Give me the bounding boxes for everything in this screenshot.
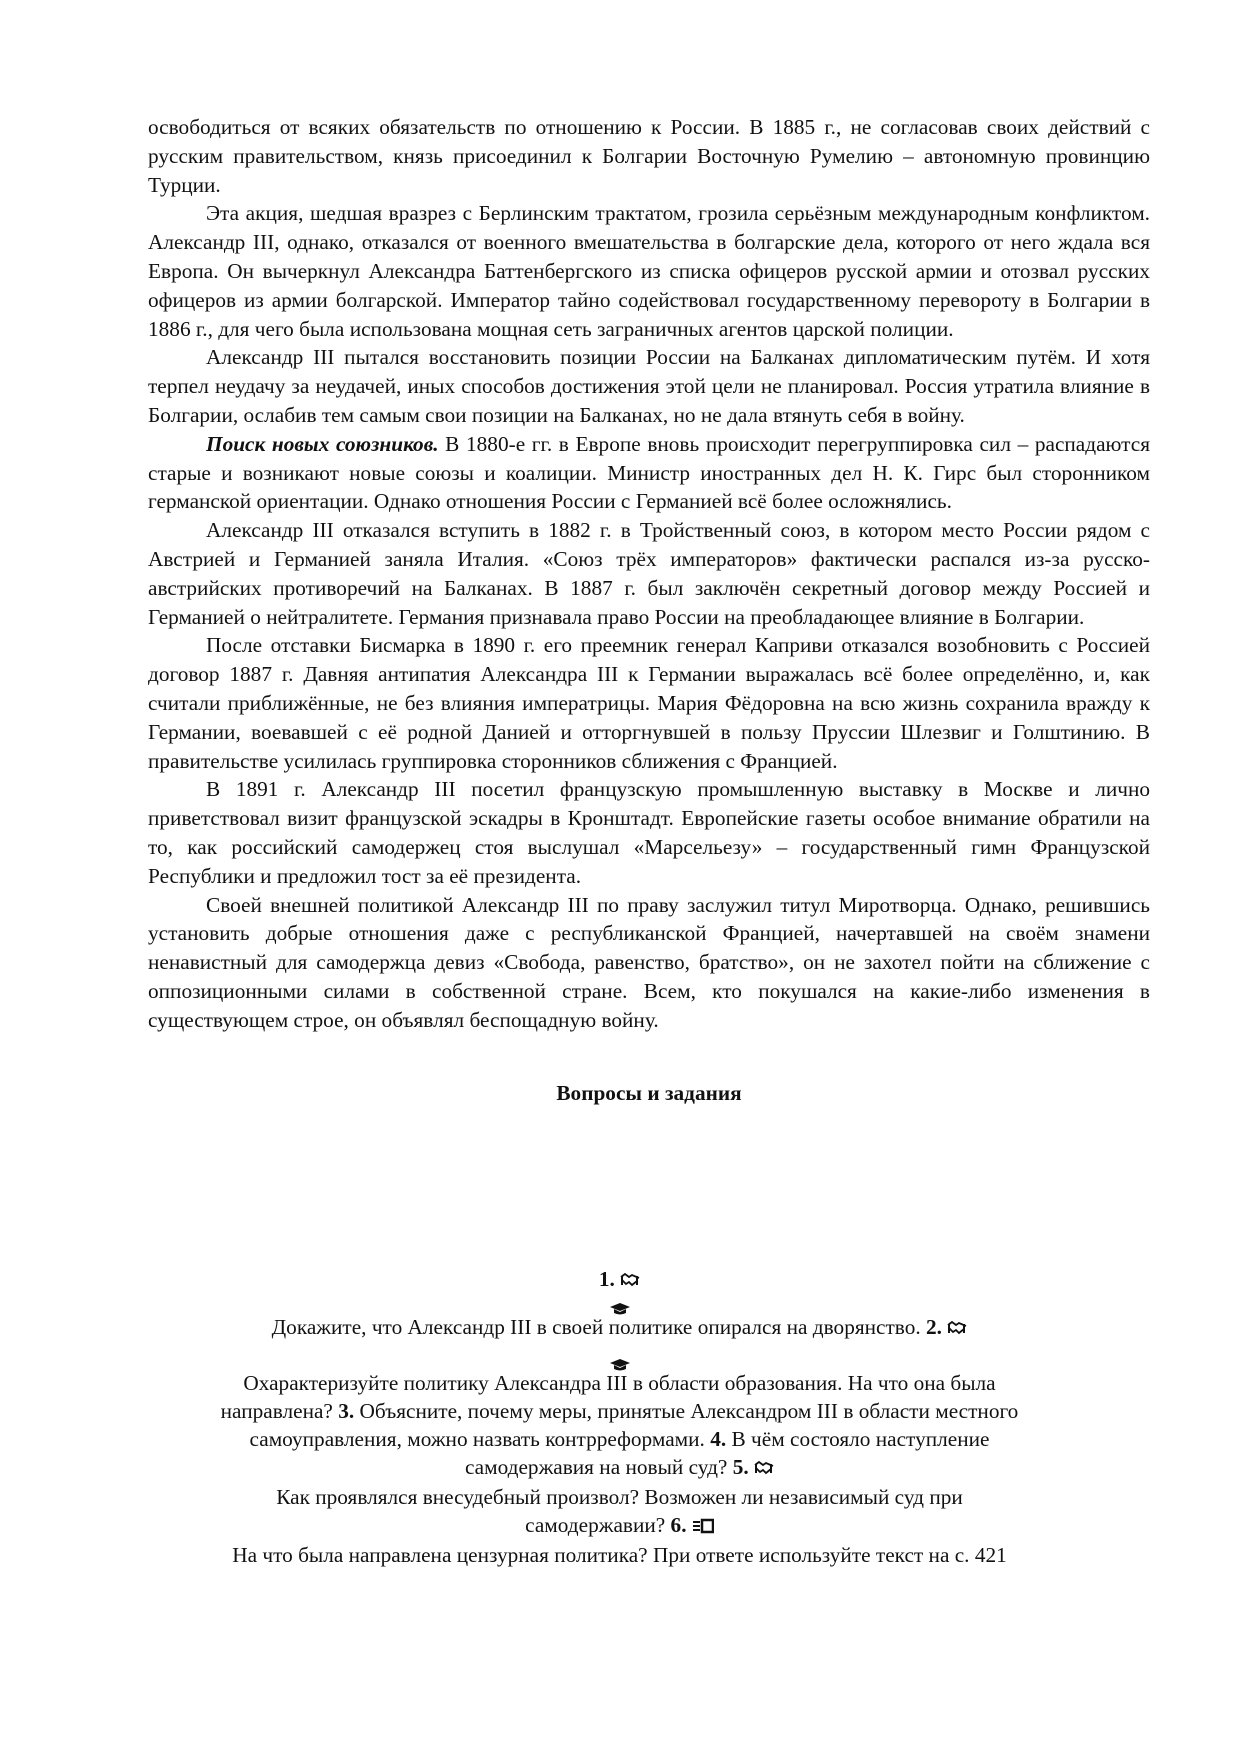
paragraph: После отставки Бисмарка в 1890 г. его преемник генерал Каприви отказался возобновить с Россией договор 1887 г. Давняя антипатия Александра III к Германии выражалась всё более определённо, и, как считали приближённые, не без влияния императрицы. Мария Фёдоровна на всю жизнь сохранила вражду к Германии, воевавшей с её родной Данией и отторгнувшей в пользу Пруссии Шлезвиг и Голштинию. В правительстве усилилась группировка сторонников сближения с Францией. <box>148 633 1150 773</box>
question-line <box>0 1425 1239 1453</box>
question-text: самодержавия на новый суд? <box>464 1455 728 1480</box>
section-title: Вопросы и задания <box>556 1080 742 1105</box>
graduation-cap-icon-row <box>0 1349 1239 1369</box>
book-icon <box>692 1513 714 1541</box>
document-body <box>148 113 1150 1107</box>
paragraph: Эта акция, шедшая вразрез с Берлинским трактатом, грозила серьёзным международным конфликтом. Александр III, однако, отказался от военного вмешательства в болгарские дела, которого от него ждала вся Европа. Он вычеркнул Александра Баттенбергского из списка офицеров русской армии и отозвал русских офицеров из армии болгарской. Император тайно содействовал государственному перевороту в Болгарии в 1886 г., для чего была использована мощная сеть заграничных агентов царской полиции. <box>148 201 1150 341</box>
question-number: 4. <box>710 1427 727 1452</box>
paragraph: Александр III пытался восстановить позиции России на Балканах дипломатическим путём. И хотя терпел неудачу за неудачей, иных способов достижения этой цели не планировал. Россия утратила влияние в Болгарии, ослабив тем самым свои позиции на Балканах, но не дала втянуть себя в войну. <box>148 345 1150 427</box>
questions-block <box>0 1265 1239 1569</box>
question-number: 2. <box>926 1315 942 1339</box>
question-line <box>0 1397 1239 1425</box>
handshake-icon <box>754 1455 774 1483</box>
question-number: 5. <box>732 1455 749 1480</box>
question-number: 3. <box>338 1399 355 1424</box>
question-text: В чём состояло наступление <box>731 1427 990 1452</box>
question-line <box>0 1369 1239 1397</box>
question-text: самодержавии? <box>525 1513 666 1538</box>
paragraph: В 1891 г. Александр III посетил французскую промышленную выставку в Москве и лично приветствовал визит французской эскадры в Кронштадт. Европейские газеты особое внимание обратили на то, как российский самодержец стоя выслушал «Марсельезу» – государственный гимн Французской Республики и предложил тост за её президента. <box>148 777 1150 888</box>
section-lead: Поиск новых союзников. <box>206 431 439 456</box>
question-text: Как проявлялся внесудебный произвол? Возможен ли независимый суд при <box>276 1485 963 1510</box>
paragraph: освободиться от всяких обязательств по отношению к России. В 1885 г., не согласовав своих действий с русским правительством, князь присоединил к Болгарии Восточную Румелию – автономную провинцию Турции. <box>148 115 1150 197</box>
question-line <box>0 1313 1239 1343</box>
paragraph-text: В 1880-е гг. в Европе вновь происходит перегруппировка сил – распадаются старые и возникают новые союзы и коалиции. Министр иностранных дел Н. К. Гирс был сторонником германской ориентации. Однако отношения России с Германией всё более осложнялись. <box>148 431 1150 514</box>
question-text: Охарактеризуйте политику Александра III в области образования. На что она была <box>243 1371 996 1396</box>
question-text: Докажите, что Александр III в своей политике опирался на дворянство. <box>271 1315 921 1339</box>
question-line <box>0 1453 1239 1483</box>
question-text: На что была направлена цензурная политика? При ответе используйте текст на с. 421 <box>232 1543 1007 1568</box>
question-line <box>0 1511 1239 1541</box>
paragraph: Своей внешней политикой Александр III по праву заслужил титул Миротворца. Однако, решившись установить добрые отношения даже с республиканской Францией, начертавшей на своём знамени ненавистный для самодержца девиз «Свобода, равенство, братство», он не захотел пойти на сближение с оппозиционными силами в собственной стране. Всем, кто покушался на какие-либо изменения в существующем строе, он объявлял беспощадную войну. <box>148 892 1150 1032</box>
question-number: 6. <box>670 1513 687 1538</box>
paragraph <box>148 430 1150 516</box>
question-line <box>0 1541 1239 1569</box>
question-number: 1. <box>598 1267 615 1291</box>
question-text: направлена? <box>220 1399 333 1424</box>
graduation-cap-icon-row <box>0 1293 1239 1313</box>
question-number-line <box>0 1265 1239 1293</box>
handshake-icon <box>947 1315 967 1343</box>
handshake-icon <box>620 1267 640 1295</box>
paragraph: Александр III отказался вступить в 1882 г. в Тройственный союз, в котором место России рядом с Австрией и Германией заняла Италия. «Союз трёх императоров» фактически распался из-за русско-австрийских противоречий на Балканах. В 1887 г. был заключён секретный договор между Россией и Германией о нейтралитете. Германия признавала право России на преобладающее влияние в Болгарии. <box>148 518 1150 629</box>
question-text: Объясните, почему меры, принятые Александром III в области местного <box>359 1399 1019 1424</box>
question-text: самоуправления, можно назвать контрреформами. <box>249 1427 705 1452</box>
question-line <box>0 1483 1239 1511</box>
